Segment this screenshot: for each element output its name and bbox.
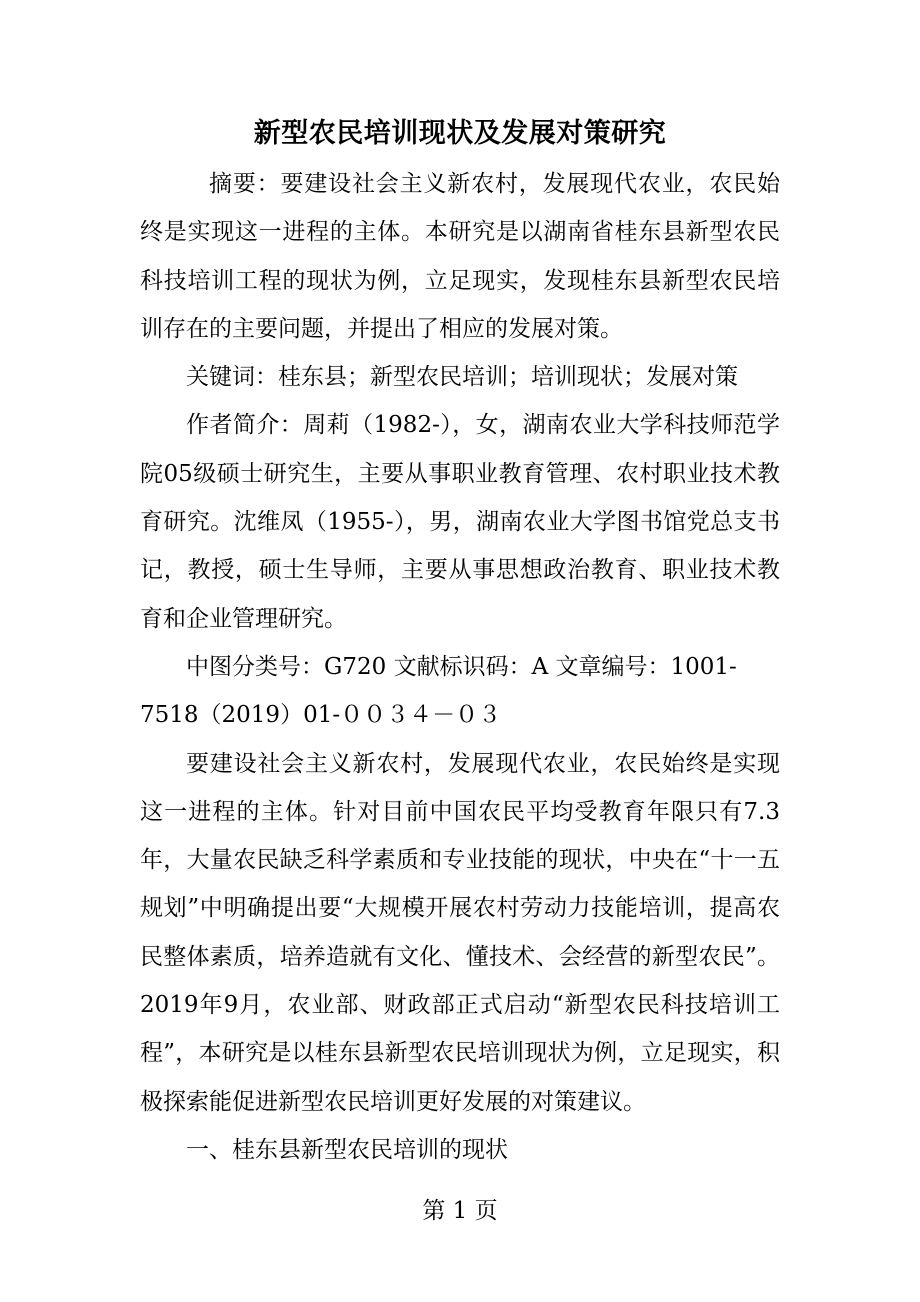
keywords-paragraph: 关键词：桂东县；新型农民培训；培训现状；发展对策	[186, 364, 738, 391]
page-number: 第 1 页	[422, 1198, 498, 1224]
document-body	[140, 160, 780, 1174]
document-title: 新型农民培训现状及发展对策研究	[253, 118, 667, 149]
body-paragraph: 要建设社会主义新农村，发展现代农业，农民始终是实现这一进程的主体。针对目前中国农民平均受教育年限只有7.3年，大量农民缺乏科学素质和专业技能的现状，中央在“十一五规划”中明确提出要“大规模开展农村劳动力技能培训，提高农民整体素质，培养造就有文化、懂技术、会经营的新型农民”。2019年9月，农业部、财政部正式启动“新型农民科技培训工程”，本研究是以桂东县新型农民培训现状为例，立足现实，积极探索能促进新型农民培训更好发展的对策建议。	[140, 750, 780, 1115]
classification-line-2: 7518（2019）01-００３４－０３	[140, 702, 502, 729]
author-intro-paragraph: 作者简介：周莉（1982-），女，湖南农业大学科技师范学院05级硕士研究生，主要从事职业教育管理、农村职业技术教育研究。沈维凤（1955-），男，湖南农业大学图书馆党总支书记，教授，硕士生导师，主要从事思想政治教育、职业技术教育和企业管理研究。	[140, 412, 780, 632]
section-heading: 一、桂东县新型农民培训的现状	[186, 1136, 508, 1163]
abstract-paragraph: 摘要：要建设社会主义新农村，发展现代农业，农民始终是实现这一进程的主体。本研究是以湖南省桂东县新型农民科技培训工程的现状为例，立足现实，发现桂东县新型农民培训存在的主要问题，并提出了相应的发展对策。	[140, 171, 780, 342]
classification-line-1: 中图分类号：G720 文献标识码：A 文章编号：1001-	[186, 653, 737, 680]
